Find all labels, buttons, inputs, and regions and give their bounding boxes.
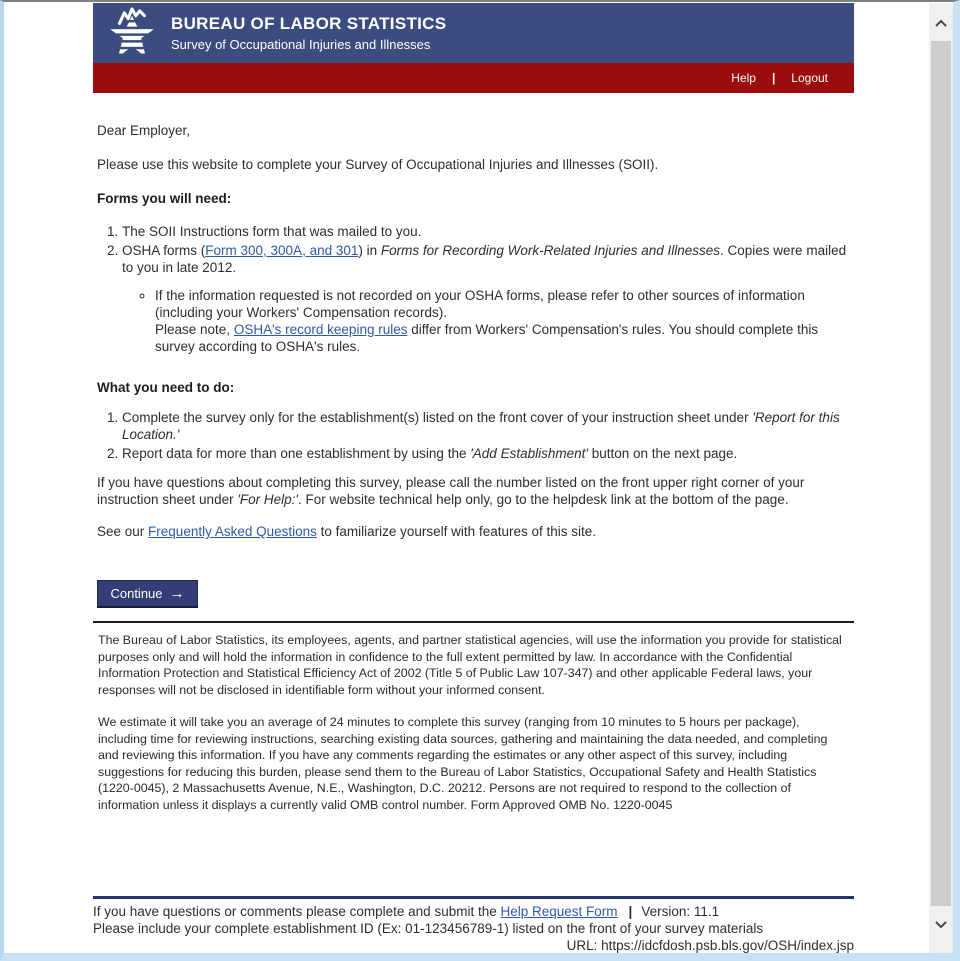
- todo-list-item-1: [122, 409, 854, 443]
- forms-heading: Forms you will need:: [97, 191, 232, 206]
- record-keeping-rules-link[interactable]: OSHA's record keeping rules: [233, 322, 408, 337]
- forms-item2-post: . Copies were mailed to you in late 2012.: [122, 243, 847, 275]
- logout-link[interactable]: Logout: [791, 71, 828, 85]
- osha-note-item: [155, 287, 854, 355]
- scrollbar-thumb[interactable]: [931, 41, 951, 906]
- footer-establishment-line: Please include your complete establishment ID (Ex: 01-123456789-1) listed on the front of your survey materials: [93, 920, 764, 936]
- todo-item2-italic: 'Add Establishment': [470, 446, 588, 461]
- forms-item1-text: The SOII Instructions form that was mailed to you.: [122, 224, 422, 239]
- forms-list-item-1: [122, 223, 854, 240]
- continue-button[interactable]: [97, 580, 198, 608]
- bls-masthead: [93, 3, 854, 63]
- help-paragraph: [97, 474, 854, 508]
- top-nav-bar: [93, 63, 854, 93]
- faq-pre: See our: [97, 524, 149, 539]
- chevron-up-icon: [934, 19, 948, 28]
- help-request-form-link[interactable]: Help Request Form: [500, 904, 618, 919]
- footer-pipe: |: [628, 904, 633, 919]
- faq-link[interactable]: Frequently Asked Questions: [148, 524, 317, 539]
- arrow-right-icon: →: [169, 585, 185, 602]
- todo-item1-italic: 'Report for this Location.': [122, 410, 840, 442]
- todo-list-item-2: [122, 445, 854, 462]
- todo-item2-pre: Report data for more than one establishment by using the: [122, 446, 471, 461]
- faq-post: to familiarize yourself with features of this site.: [316, 524, 597, 539]
- disclaimer-section: [93, 632, 854, 813]
- faq-paragraph: [97, 523, 854, 540]
- osha-note-line2-post: differ from Workers' Compensation's rules. You should complete this survey according to OSHA's rules.: [155, 322, 819, 354]
- vertical-scrollbar[interactable]: [929, 3, 953, 954]
- footer-divider: [93, 896, 854, 899]
- confidentiality-paragraph: The Bureau of Labor Statistics, its employees, agents, and partner statistical agencies, will use the information you provide for statistical purposes only and will hold the information in confidence to the full extent permitted by law. In accordance with the Confidential Information Protection and Statistical Efficiency Act of 2002 (Title 5 of Public Law 107-347) and other applicable Federal laws, your responses will not be disclosed in identifiable form without your informed consent.: [98, 633, 842, 697]
- page-content-area: [4, 3, 953, 954]
- help-para-pre: If you have questions about completing this survey, please call the number listed on the front upper right corner of your instruction sheet under: [97, 475, 805, 507]
- forms-item2-mid: ) in: [358, 243, 381, 258]
- osha-note-line2-pre: Please note,: [155, 322, 234, 337]
- scroll-down-button[interactable]: [929, 912, 953, 936]
- help-para-post: . For website technical help only, go to the helpdesk link at the bottom of the page.: [298, 492, 789, 507]
- osha-note-list: [122, 287, 854, 355]
- help-para-italic: 'For Help:': [237, 492, 299, 507]
- burden-estimate-paragraph: We estimate it will take you an average of 24 minutes to complete this survey (ranging from 10 minutes to 5 hours per package), including time for reviewing instructions, searching existing data sources, gathering and maintaining the data needed, and completing and reviewing this information. If you have any comments regarding the estimates or any other aspect of this survey, including suggestions for reducing this burden, please send them to the Bureau of Labor Statistics, Occupational Safety and Health Statistics (1220-0045), 2 Massachusetts Avenue, N.E., Washington, D.C. 20212. Persons are not required to respond to the collection of information unless it displays a currently valid OMB control number. Form Approved OMB No. 1220-0045: [98, 715, 828, 812]
- footer-help-pre: If you have questions or comments please complete and submit the: [93, 904, 501, 919]
- osha-note-line1: If the information requested is not recorded on your OSHA forms, please refer to other sources of information (including your Workers' Compensation records).: [155, 288, 805, 320]
- forms-list-item-2: [122, 242, 854, 355]
- survey-subtitle: Survey of Occupational Injuries and Illnesses: [171, 37, 431, 53]
- chevron-down-icon: [934, 920, 948, 929]
- help-link[interactable]: Help: [731, 71, 756, 85]
- scroll-up-button[interactable]: [929, 11, 953, 35]
- todo-list: [93, 409, 854, 462]
- forms-list: [93, 223, 854, 355]
- forms-item2-pre: OSHA forms (: [122, 243, 206, 258]
- bls-logo-icon: [108, 7, 156, 59]
- agency-title: BUREAU OF LABOR STATISTICS: [171, 13, 447, 33]
- todo-item1-pre: Complete the survey only for the establishment(s) listed on the front cover of your instruction sheet under: [122, 410, 753, 425]
- intro-text: Please use this website to complete your Survey of Occupational Injuries and Illnesses (SOII).: [97, 157, 659, 172]
- page-footer: [93, 896, 854, 955]
- version-label: Version: 11.1: [641, 904, 720, 919]
- salutation-text: Dear Employer,: [97, 123, 191, 138]
- osha-forms-link[interactable]: Form 300, 300A, and 301: [205, 243, 359, 258]
- disclaimer-divider: [93, 621, 854, 623]
- nav-divider: |: [771, 71, 776, 85]
- continue-button-label: Continue: [110, 586, 163, 601]
- footer-url: URL: https://idcfdosh.psb.bls.gov/OSH/index.jsp: [566, 938, 854, 953]
- forms-item2-italic: Forms for Recording Work-Related Injuries and Illnesses: [380, 243, 721, 258]
- todo-heading: What you need to do:: [97, 380, 235, 395]
- main-content: [93, 122, 854, 813]
- todo-item2-post: button on the next page.: [587, 446, 738, 461]
- footer-help-line: [93, 904, 854, 921]
